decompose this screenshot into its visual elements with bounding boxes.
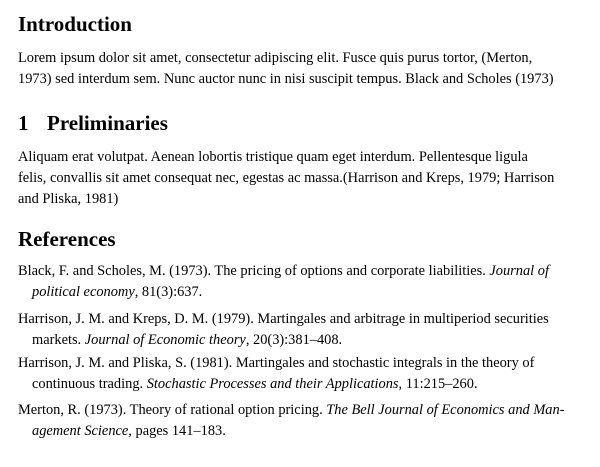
paragraph-preliminaries bbox=[18, 147, 583, 210]
paragraph-line: and Pliska, 1981) bbox=[18, 191, 119, 207]
heading-introduction-text: Introduction bbox=[18, 12, 132, 36]
section-number: 1 bbox=[18, 111, 29, 135]
heading-introduction bbox=[18, 12, 132, 36]
paragraph-line: 1973) sed interdum sem. Nunc auctor nunc in nisi suscipit tempus. Black and Scholes (1973) bbox=[18, 71, 554, 87]
heading-references bbox=[18, 227, 116, 251]
reference-entry-harrison-kreps bbox=[18, 309, 583, 351]
reference-text: Black, F. and Scholes, M. (1973). The pricing of options and corporate liabilities. bbox=[18, 263, 490, 279]
reference-text: , pages 141–183. bbox=[128, 423, 226, 439]
paragraph-line: felis, convallis sit amet consequat nec, egestas ac massa.(Harrison and Kreps, 1979; Harrison bbox=[18, 170, 555, 186]
heading-references-text: References bbox=[18, 227, 116, 251]
reference-journal: Stochastic Processes and their Applications bbox=[146, 376, 399, 392]
paragraph-line: Aliquam erat volutpat. Aenean lobortis tristique quam eget interdum. Pellentesque ligula bbox=[18, 149, 528, 165]
reference-text: continuous trading. bbox=[32, 376, 147, 392]
reference-entry-black-scholes bbox=[18, 261, 583, 303]
reference-text: , 81(3):637. bbox=[134, 284, 203, 300]
reference-text: markets. bbox=[32, 332, 85, 348]
reference-entry-merton bbox=[18, 400, 583, 442]
heading-preliminaries bbox=[18, 111, 168, 135]
reference-journal: political economy bbox=[32, 284, 135, 300]
reference-journal: Journal of Economic theory bbox=[84, 332, 246, 348]
reference-text: , 11:215–260. bbox=[398, 376, 478, 392]
reference-text: Merton, R. (1973). Theory of rational option pricing. bbox=[18, 402, 327, 418]
reference-text: , 20(3):381–408. bbox=[245, 332, 343, 348]
reference-text: Harrison, J. M. and Kreps, D. M. (1979). Martingales and arbitrage in multiperiod securities bbox=[18, 311, 549, 327]
paragraph-introduction bbox=[18, 48, 583, 90]
reference-entry-harrison-pliska bbox=[18, 353, 583, 395]
reference-text: Harrison, J. M. and Pliska, S. (1981). Martingales and stochastic integrals in the theory of bbox=[18, 355, 535, 371]
reference-journal: agement Science bbox=[32, 423, 129, 439]
reference-journal: The Bell Journal of Economics and Man- bbox=[326, 402, 565, 418]
heading-preliminaries-text: Preliminaries bbox=[47, 111, 168, 135]
reference-journal: Journal of bbox=[489, 263, 549, 279]
paragraph-line: Lorem ipsum dolor sit amet, consectetur adipiscing elit. Fusce quis purus tortor, (Merton, bbox=[18, 50, 533, 66]
